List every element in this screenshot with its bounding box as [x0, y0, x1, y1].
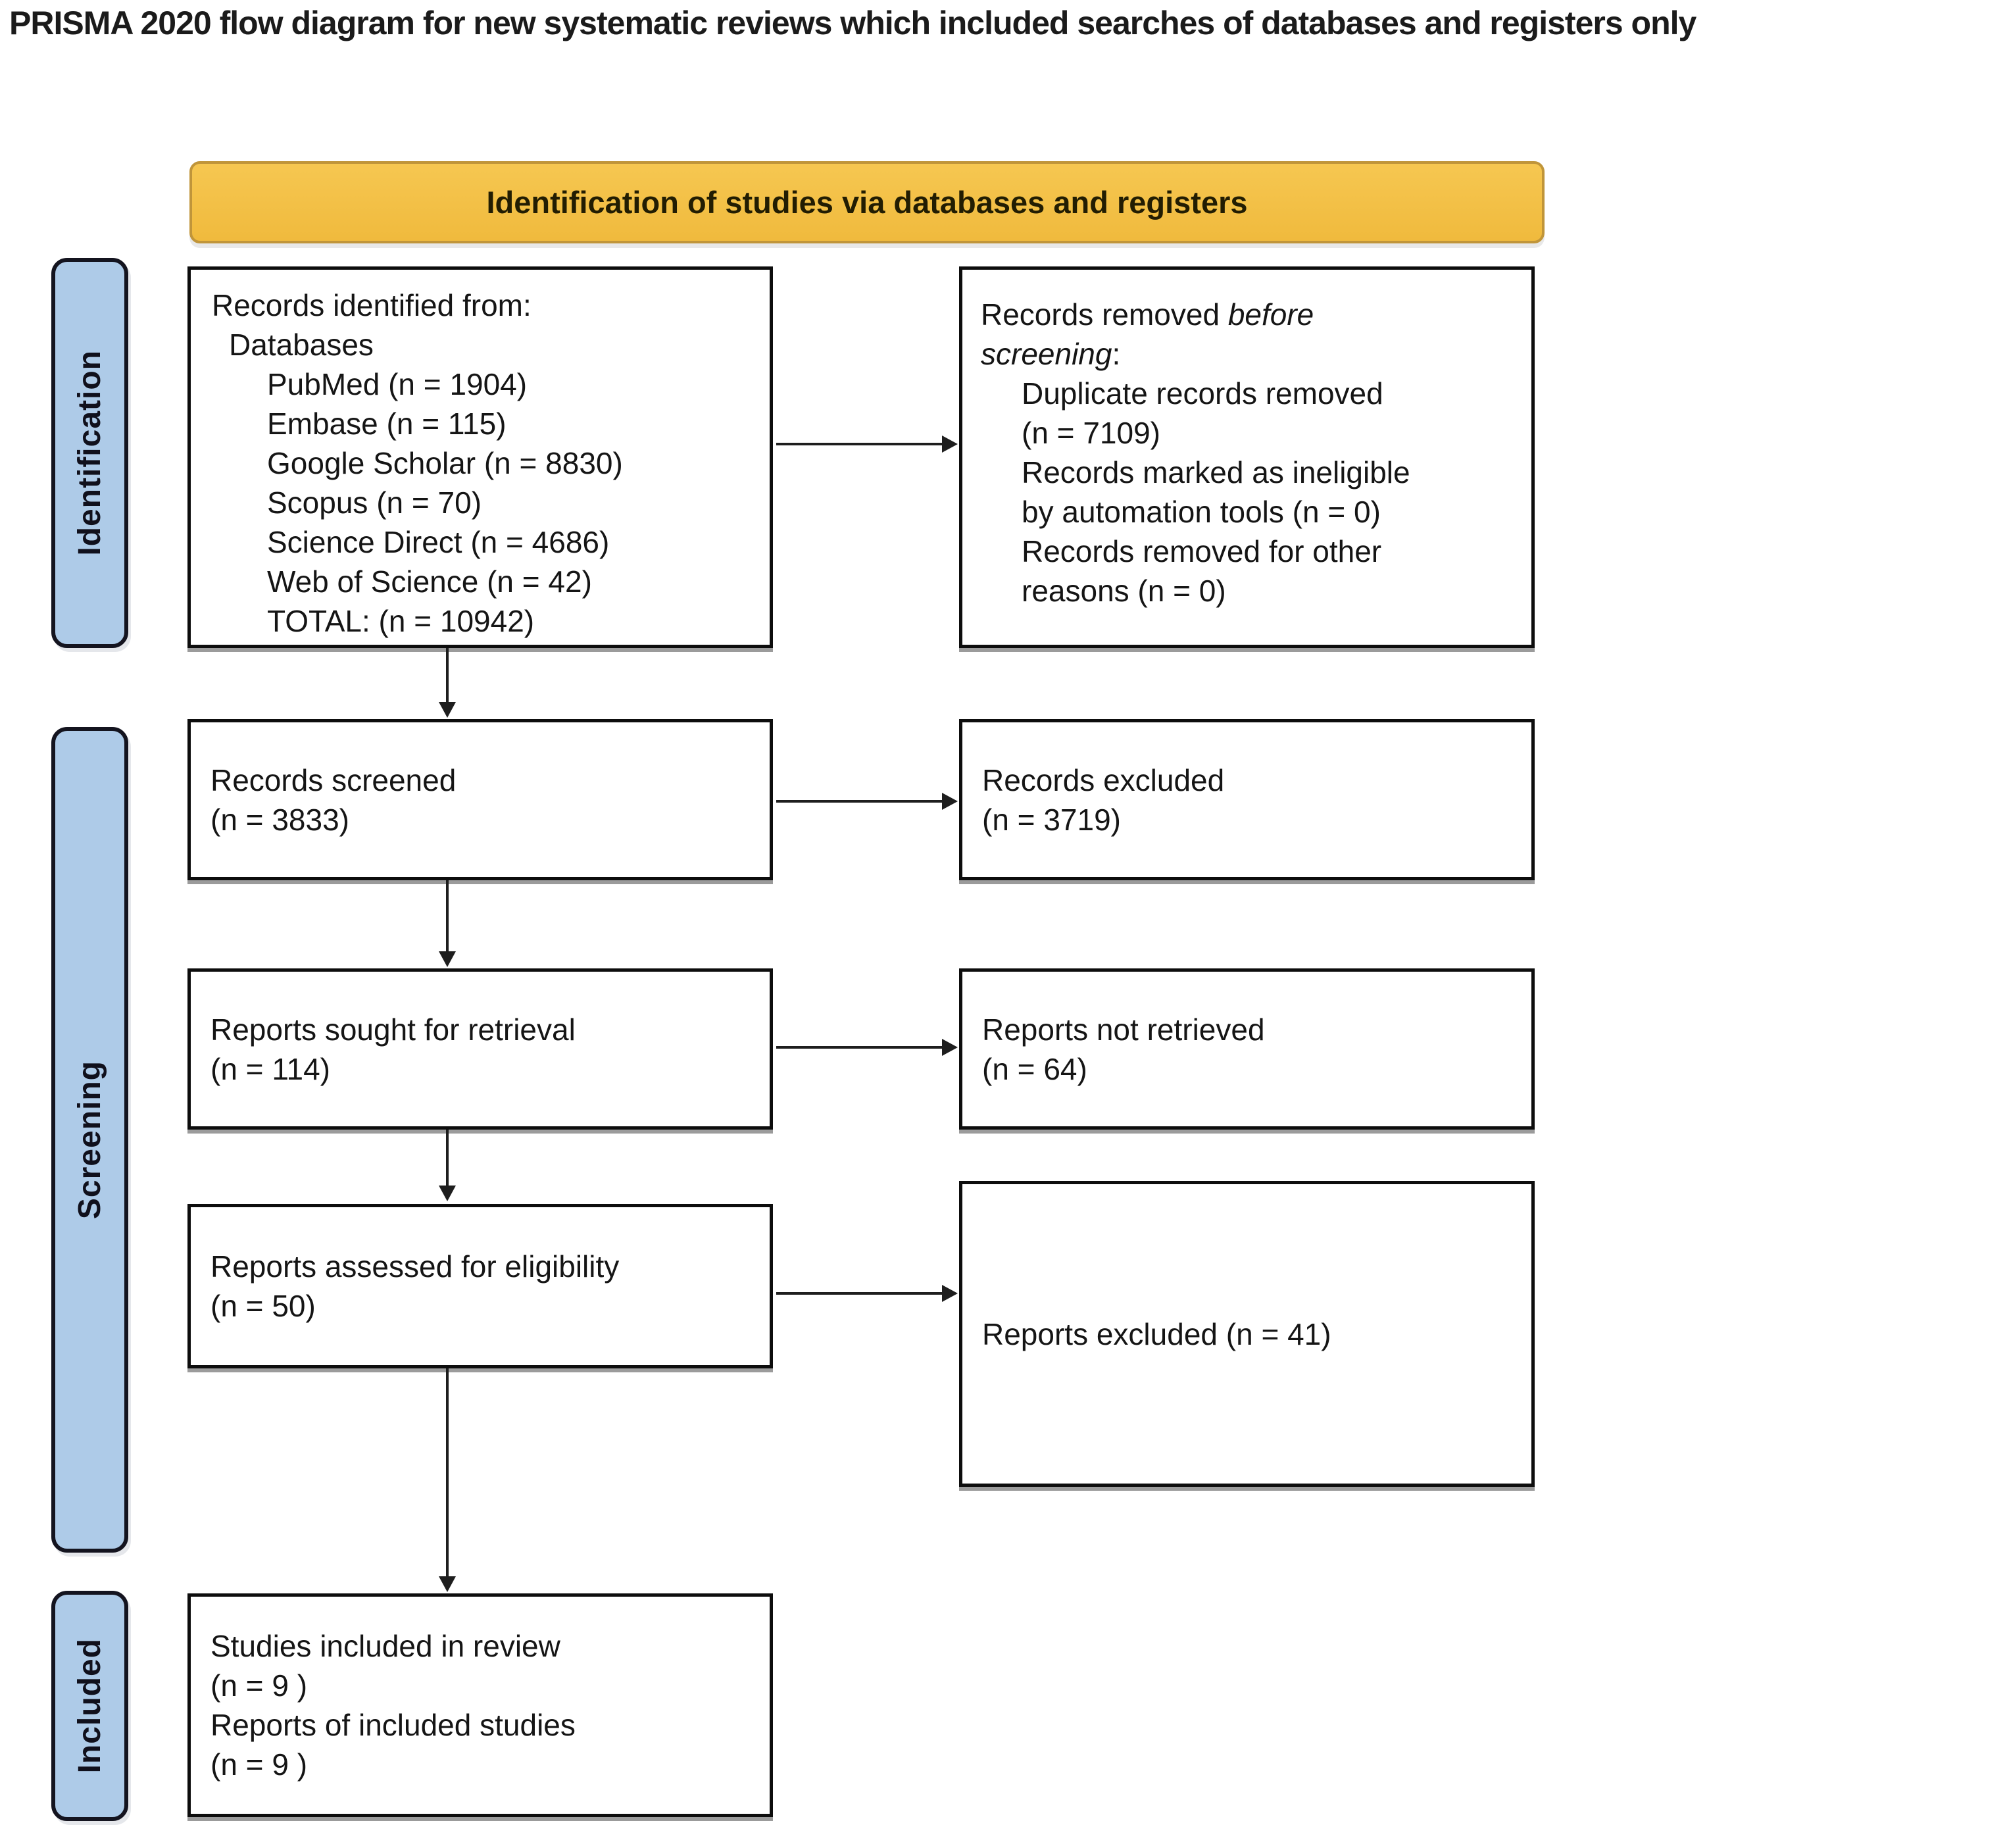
page-title: PRISMA 2020 flow diagram for new systematic reviews which included searches of databases and registers only: [9, 5, 1696, 41]
arrow-identified-to-removed: [776, 443, 942, 445]
banner-identification-of-studies: [189, 161, 1545, 243]
text-line: Records removed for other: [1022, 534, 1382, 568]
text-line: screening:: [981, 337, 1121, 371]
arrow-screened-to-excluded: [776, 800, 942, 803]
stage-label-screening: [51, 727, 128, 1553]
stage-text-screening: Screening: [72, 1060, 107, 1220]
text-line: Scopus (n = 70): [267, 486, 482, 520]
text-line: Google Scholar (n = 8830): [267, 446, 623, 480]
arrowhead-right-icon: [942, 793, 958, 810]
box-reports-excluded: [959, 1181, 1535, 1487]
text-line: (n = 9 ): [210, 1668, 308, 1703]
text-line: (n = 64): [982, 1051, 1087, 1086]
box-records-screened: [187, 719, 773, 880]
arrowhead-down-icon: [439, 702, 456, 718]
text-line: (n = 9 ): [210, 1747, 308, 1782]
text-line: Science Direct (n = 4686): [267, 525, 610, 559]
banner-label: Identification of studies via databases and registers: [486, 185, 1248, 220]
arrowhead-down-icon: [439, 951, 456, 967]
text-line: Reports not retrieved: [982, 1012, 1265, 1047]
text-line: Databases: [229, 328, 374, 362]
box-records-excluded: [959, 719, 1535, 880]
text-line: PubMed (n = 1904): [267, 367, 528, 401]
stage-text-identification: Identification: [72, 350, 107, 556]
arrow-screened-to-sought: [446, 880, 449, 953]
arrow-sought-to-not-retrieved: [776, 1046, 942, 1049]
arrow-identified-to-screened: [446, 648, 449, 703]
text-line: Web of Science (n = 42): [267, 564, 592, 599]
text-line: by automation tools (n = 0): [1022, 495, 1381, 529]
stage-label-included: [51, 1591, 128, 1821]
text-line: Records excluded: [982, 762, 1225, 797]
text-line: Reports of included studies: [210, 1708, 576, 1742]
text-line: (n = 114): [210, 1051, 330, 1086]
arrowhead-down-icon: [439, 1186, 456, 1201]
text-line: (n = 50): [210, 1289, 316, 1323]
text-line: reasons (n = 0): [1022, 574, 1226, 608]
text-line: Reports assessed for eligibility: [210, 1249, 620, 1284]
text-line: Reports sought for retrieval: [210, 1012, 576, 1047]
arrowhead-down-icon: [439, 1576, 456, 1592]
box-reports-assessed: [187, 1204, 773, 1368]
text-line: Duplicate records removed: [1022, 376, 1383, 411]
arrow-sought-to-assessed: [446, 1130, 449, 1187]
text-line: Records screened: [210, 762, 457, 797]
box-studies-included: [187, 1593, 773, 1817]
arrow-assessed-to-reports-excluded: [776, 1292, 942, 1295]
box-records-identified: [187, 266, 773, 648]
text-line: Records identified from:: [212, 288, 532, 322]
arrowhead-right-icon: [942, 1039, 958, 1056]
text-line: Studies included in review: [210, 1629, 560, 1663]
text-line: Embase (n = 115): [267, 407, 507, 441]
text-line: Records marked as ineligible: [1022, 455, 1410, 489]
text-line: TOTAL: (n = 10942): [267, 604, 535, 638]
text-line: Reports excluded (n = 41): [982, 1316, 1331, 1351]
arrow-assessed-to-included: [446, 1368, 449, 1578]
box-reports-sought: [187, 968, 773, 1130]
text-line: (n = 3833): [210, 802, 349, 837]
arrowhead-right-icon: [942, 436, 958, 453]
text-line: (n = 3719): [982, 802, 1121, 837]
text-line: Records removed before: [981, 297, 1314, 332]
box-reports-not-retrieved: [959, 968, 1535, 1130]
stage-label-identification: [51, 258, 128, 648]
arrowhead-right-icon: [942, 1285, 958, 1302]
box-records-removed-before-screening: [959, 266, 1535, 648]
stage-text-included: Included: [72, 1638, 107, 1774]
text-line: (n = 7109): [1022, 416, 1160, 450]
